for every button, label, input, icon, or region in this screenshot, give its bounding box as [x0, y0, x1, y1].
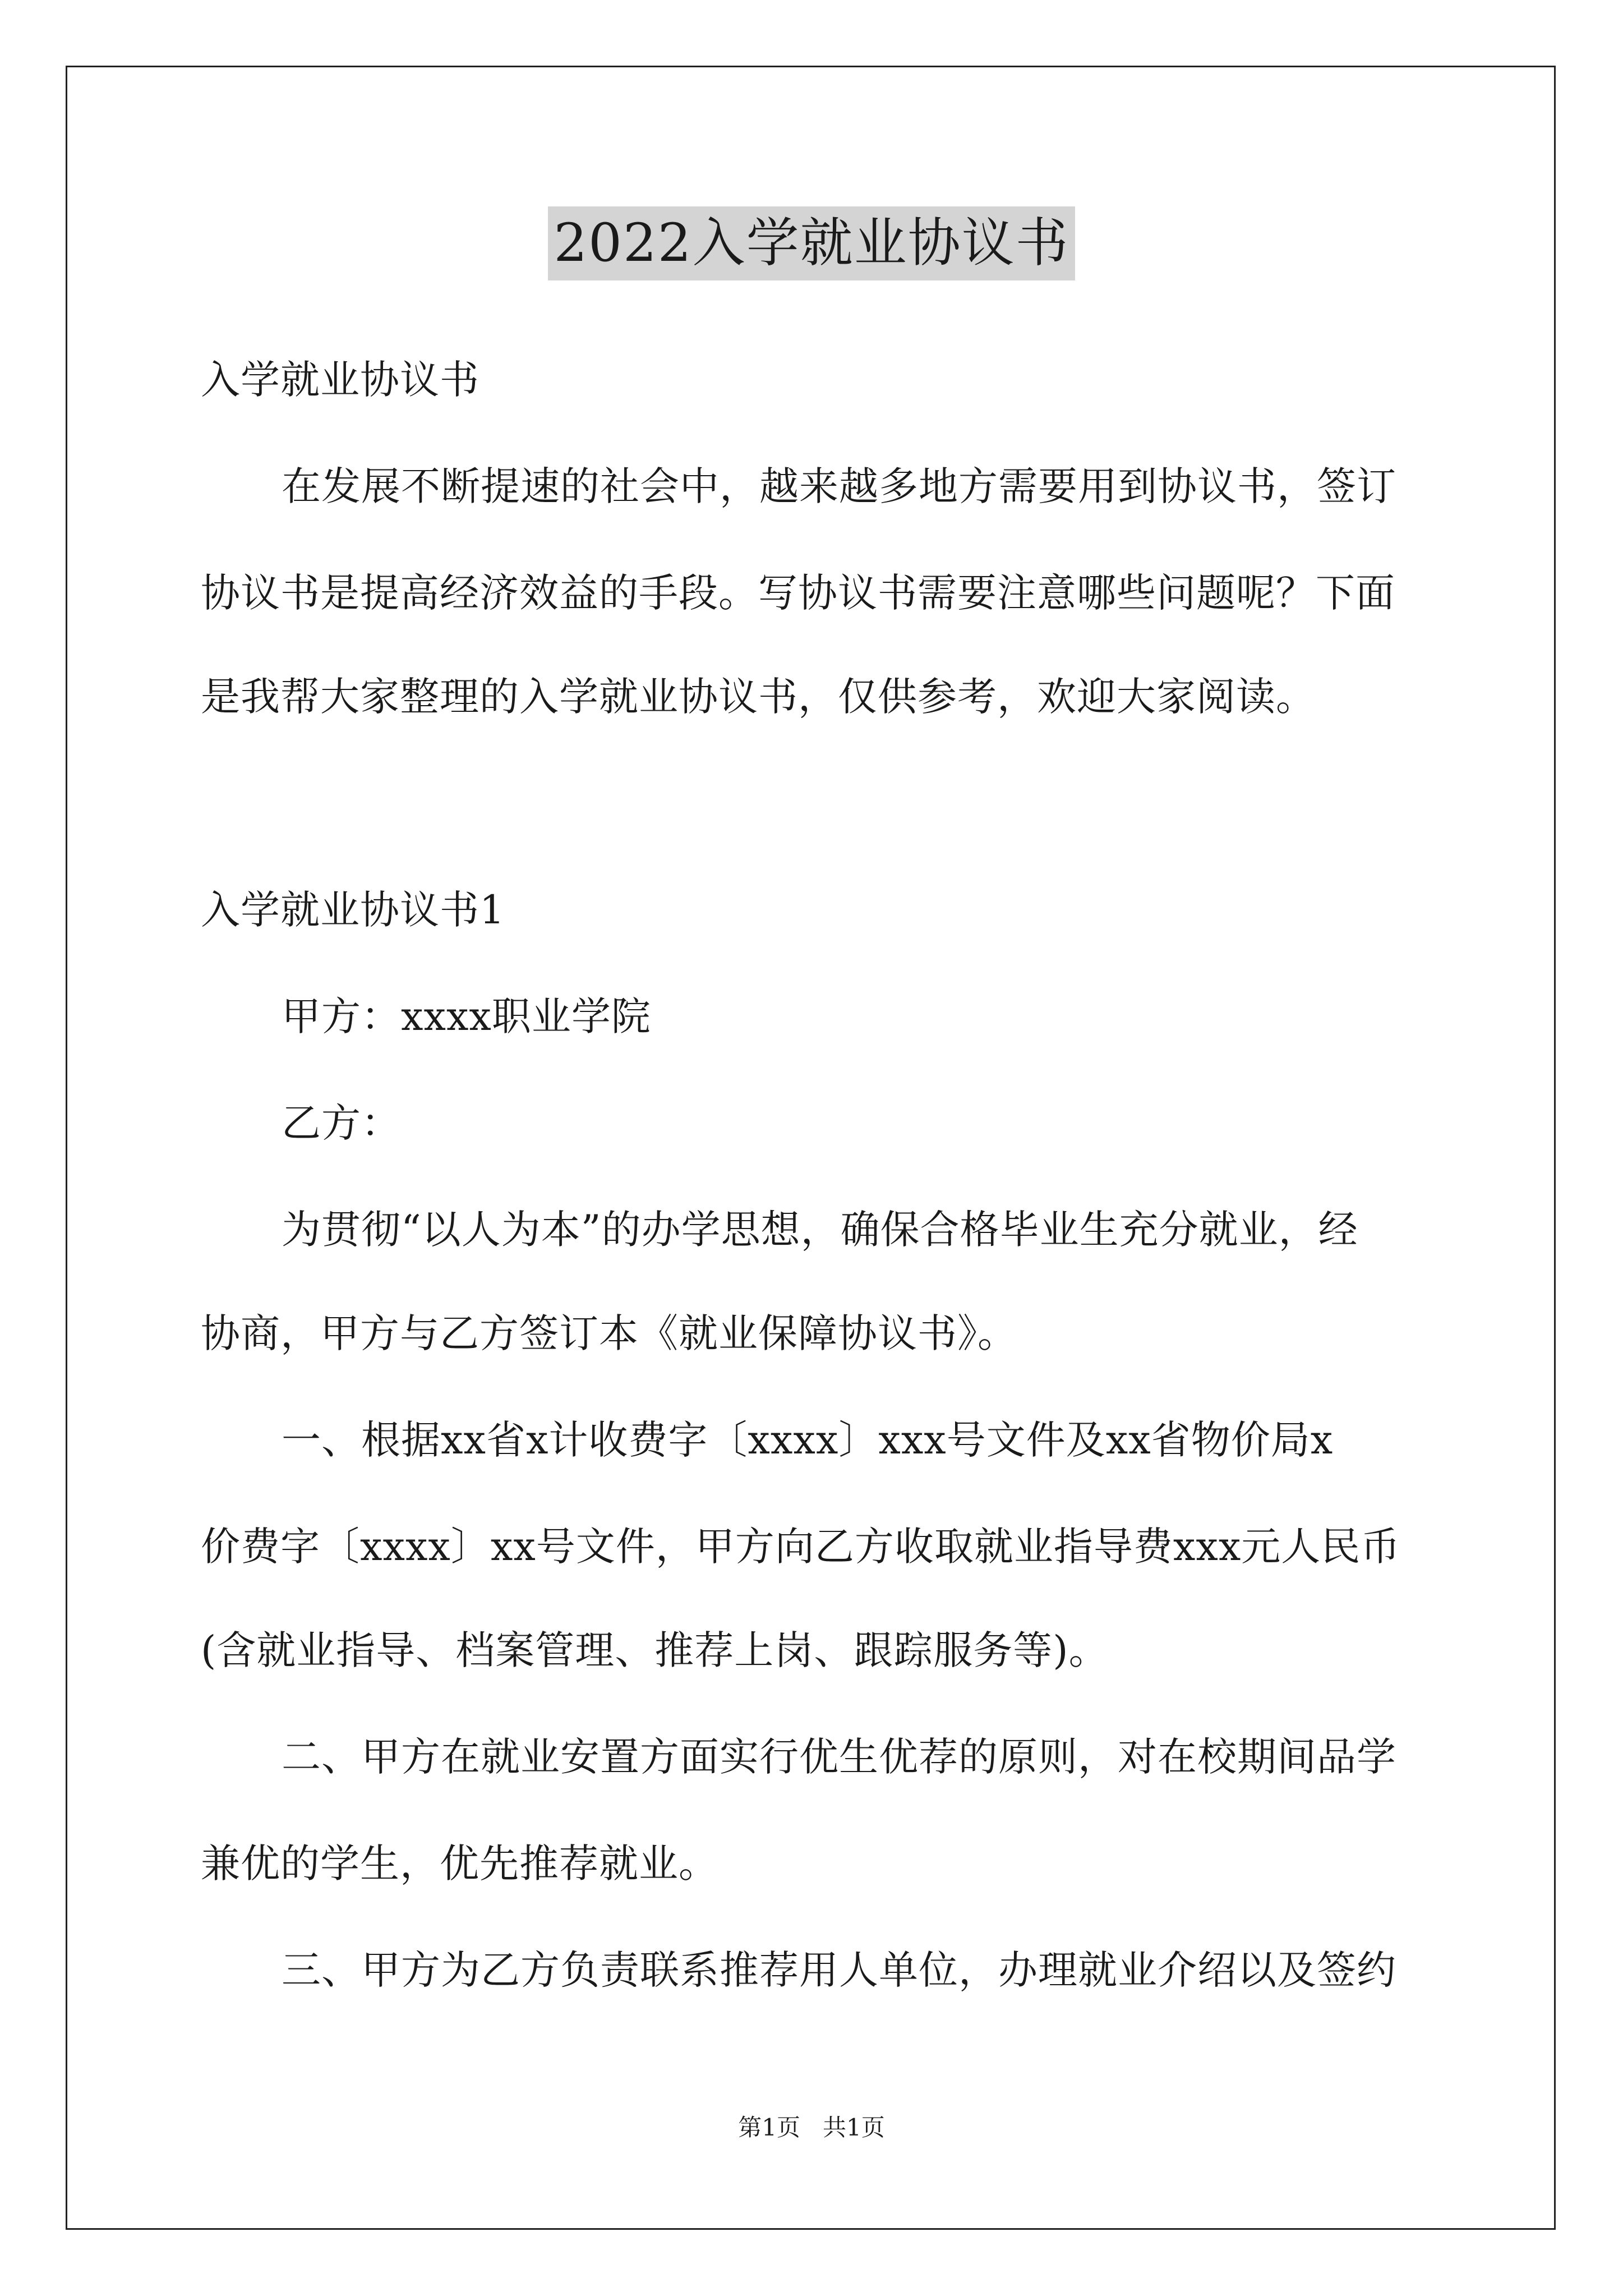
preamble-line: 为贯彻“以人为本”的办学思想，确保合格毕业生充分就业，经 — [282, 1207, 1358, 1253]
preamble-line: 协商，甲方与乙方签订本《就业保障协议书》。 — [201, 1310, 1017, 1356]
party-b-line: 乙方： — [282, 1100, 401, 1146]
party-a-line: 甲方：xxxx职业学院 — [282, 993, 651, 1039]
section-heading: 入学就业协议书 — [201, 357, 479, 403]
intro-paragraph-line: 协议书是提高经济效益的手段。写协议书需要注意哪些问题呢？下面 — [201, 570, 1395, 616]
intro-paragraph-line: 是我帮大家整理的入学就业协议书，仅供参考，欢迎大家阅读。 — [201, 674, 1316, 720]
page-number-footer: 第1页 共1页 — [738, 2114, 885, 2141]
intro-paragraph-line: 在发展不断提速的社会中，越来越多地方需要用到协议书，签订 — [282, 463, 1396, 509]
document-title: 2022入学就业协议书 — [548, 206, 1075, 280]
clause-one-line: (含就业指导、档案管理、推荐上岗、跟踪服务等)。 — [201, 1627, 1109, 1673]
agreement-heading: 入学就业协议书1 — [201, 887, 505, 933]
clause-three-line: 三、甲方为乙方负责联系推荐用人单位，办理就业介绍以及签约 — [282, 1947, 1396, 1993]
clause-two-line: 二、甲方在就业安置方面实行优生优荐的原则，对在校期间品学 — [282, 1734, 1396, 1780]
clause-one-line: 一、根据xx省x计收费字〔xxxx〕xxx号文件及xx省物价局x — [282, 1417, 1334, 1463]
title-container — [0, 206, 1623, 280]
clause-two-line: 兼优的学生，优先推荐就业。 — [201, 1841, 718, 1887]
clause-one-line: 价费字〔xxxx〕xx号文件，甲方向乙方收取就业指导费xxx元人民币 — [201, 1524, 1401, 1570]
